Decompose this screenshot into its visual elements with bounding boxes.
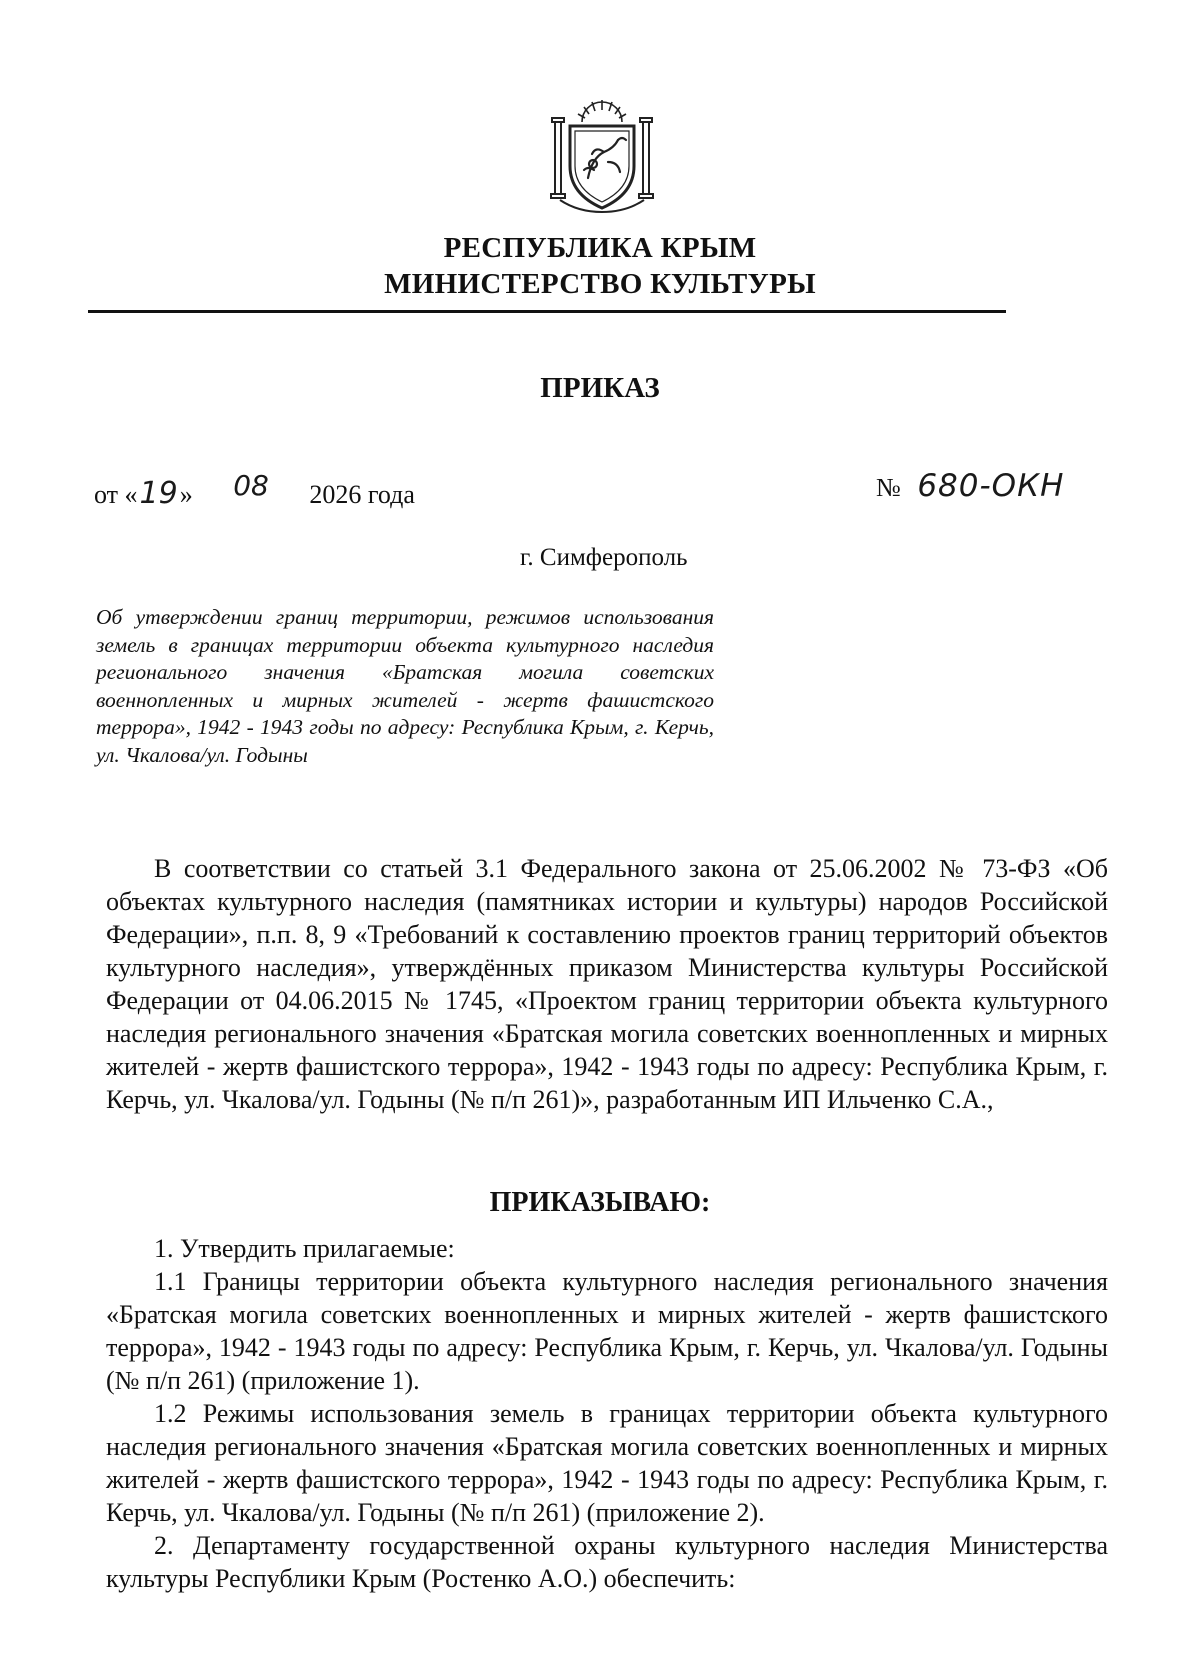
date-close: » [179,480,193,509]
republic-name: РЕСПУБЛИКА КРЫМ [443,232,757,264]
number-sign: № [876,473,901,502]
order-items [106,1232,1108,1595]
preamble-text: В соответствии со статьей 3.1 Федерального закона от 25.06.2002 № 73-ФЗ «Об объектах культурного наследия (памятниках истории и культуры) народов Российской Федерации», п.п. 8, 9 «Требований к составлению проектов границ территорий объектов культурного наследия», утверждённых приказом Министерства культуры Российской Федерации от 04.06.2015 № 1745, «Проектом границ территории объекта культурного наследия регионального значения «Братская могила советских военнопленных и мирных жителей - жертв фашистского террора», 1942 - 1943 годы по адресу: Республика Крым, г. Керчь, ул. Чкалова/ул. Годыны (№ п/п 261)», разработанным ИП Ильченко С.А., [106,854,1108,1114]
city: г. Симферополь [520,544,688,571]
date-year: 2026 года [309,480,415,509]
coat-of-arms-icon [548,96,656,214]
date-day: 19 [139,476,178,511]
header-divider [88,310,1006,313]
number-value: 680-ОКН [917,468,1065,504]
order-date [94,469,415,511]
item-1-1: 1.1 Границы территории объекта культурного наследия регионального значения «Братская могила советских военнопленных и мирных жителей - жертв фашистского террора», 1942 - 1943 годы по адресу: Республика Крым, г. Керчь, ул. Чкалова/ул. Годыны (№ п/п 261) (приложение 1). [106,1267,1108,1395]
crimea-emblem [548,96,656,214]
item-1: 1. Утвердить прилагаемые: [154,1234,455,1263]
date-month: 08 [233,469,269,502]
command-heading: ПРИКАЗЫВАЮ: [489,1187,711,1218]
date-prefix: от « [94,480,138,509]
order-number [876,468,1064,504]
document-type: ПРИКАЗ [540,372,660,404]
item-1-2: 1.2 Режимы использования земель в границах территории объекта культурного наследия регионального значения «Братская могила советских военнопленных и мирных жителей - жертв фашистского террора», 1942 - 1943 годы по адресу: Республика Крым, г. Керчь, ул. Чкалова/ул. Годыны (№ п/п 261) (приложение 2). [106,1399,1108,1527]
ministry-name: МИНИСТЕРСТВО КУЛЬТУРЫ [384,268,816,300]
order-subject: Об утверждении границ территории, режимов использования земель в границах территории объекта культурного наследия регионального значения «Братская могила советских военнопленных и мирных жителей - жертв фашистского террора», 1942 - 1943 годы по адресу: Республика Крым, г. Керчь, ул. Чкалова/ул. Годыны [96,605,714,767]
preamble [106,852,1108,1116]
item-2: 2. Департаменту государственной охраны культурного наследия Министерства культуры Республики Крым (Ростенко А.О.) обеспечить: [106,1531,1108,1593]
